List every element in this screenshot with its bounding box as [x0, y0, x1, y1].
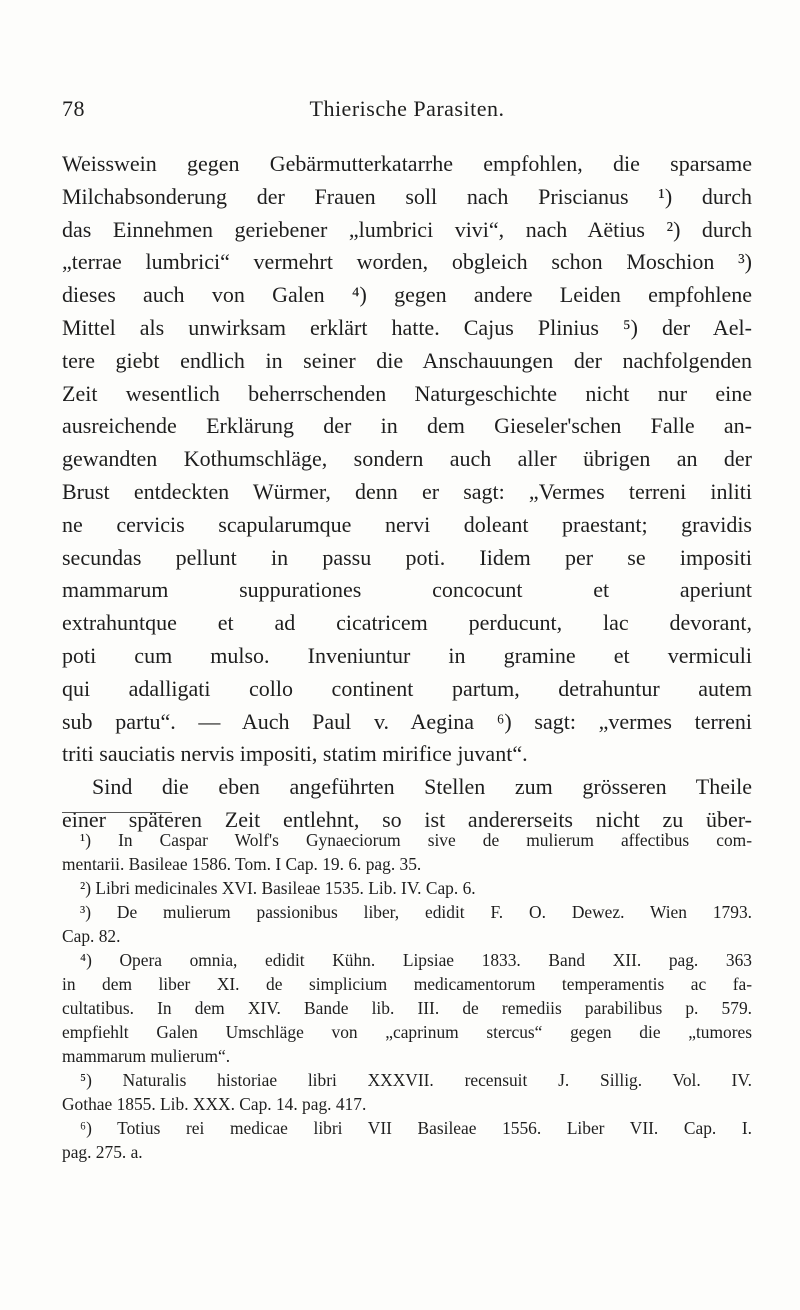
body-line: Weisswein gegen Gebärmutterkatarrhe empfohlen, die sparsame	[62, 151, 752, 176]
body-line: Mittel als unwirksam erklärt hatte. Cajus Plinius ⁵) der Ael-	[62, 314, 752, 340]
body-line: das Einnehmen geriebener „lumbrici vivi“, nach Aëtius ²) durch	[62, 216, 752, 242]
footnote-line: ²) Libri medicinales XVI. Basileae 1535. Lib. IV. Cap. 6.	[80, 878, 476, 898]
body-line: poti cum mulso. Inveniuntur in gramine et vermiculi	[62, 642, 752, 668]
body-text	[62, 148, 752, 837]
body-line: einer späteren Zeit entlehnt, so ist andererseits nicht zu über-	[62, 806, 752, 832]
page-number: 78	[62, 96, 85, 121]
body-line: dieses auch von Galen ⁴) gegen andere Leiden empfohlene	[62, 282, 752, 308]
body-line: qui adalligati collo continent partum, detrahuntur autem	[62, 675, 752, 701]
body-line: gewandten Kothumschläge, sondern auch aller übrigen an der	[62, 446, 752, 472]
body-line: „terrae lumbrici“ vermehrt worden, obgleich schon Moschion ³)	[62, 249, 752, 275]
footnote-line: cultatibus. In dem XIV. Bande lib. III. de remediis parabilibus p. 579.	[62, 998, 752, 1018]
footnote-line: pag. 275. a.	[62, 1142, 143, 1162]
footnote-line: mammarum mulierum“.	[62, 1046, 231, 1066]
body-line: Milchabsonderung der Frauen soll nach Priscianus ¹) durch	[62, 183, 752, 209]
footnote-line: in dem liber XI. de simplicium medicamentorum temperamentis ac fa-	[62, 974, 752, 994]
footnote-line: mentarii. Basileae 1586. Tom. I Cap. 19. 6. pag. 35.	[62, 854, 422, 874]
body-line: secundas pellunt in passu poti. Iidem per se impositi	[62, 544, 752, 570]
footnote-line: Gothae 1855. Lib. XXX. Cap. 14. pag. 417.	[62, 1094, 367, 1114]
footnotes	[62, 828, 752, 1164]
footnote-line: empfiehlt Galen Umschläge von „caprinum stercus“ gegen die „tumores	[62, 1022, 752, 1042]
footnote-divider	[62, 812, 172, 813]
body-line: ausreichende Erklärung der in dem Gieseler'schen Falle an-	[62, 413, 752, 439]
footnote-line: ⁵) Naturalis historiae libri XXXVII. recensuit J. Sillig. Vol. IV.	[80, 1070, 752, 1090]
body-line: sub partu“. — Auch Paul v. Aegina ⁶) sagt: „vermes terreni	[62, 708, 752, 734]
body-line: Brust entdeckten Würmer, denn er sagt: „Vermes terreni inliti	[62, 478, 752, 504]
body-line: ne cervicis scapularumque nervi doleant praestant; gravidis	[62, 511, 752, 537]
body-line: triti sauciatis nervis impositi, statim mirifice juvant“.	[62, 741, 528, 767]
body-line: Sind die eben angeführten Stellen zum grösseren Theile	[92, 774, 752, 800]
running-head: Thierische Parasiten.	[309, 96, 505, 121]
body-line: extrahuntque et ad cicatricem perducunt, lac devorant,	[62, 610, 752, 636]
footnote-line: Cap. 82.	[62, 926, 121, 946]
footnote-line: ⁴) Opera omnia, edidit Kühn. Lipsiae 1833. Band XII. pag. 363	[80, 950, 752, 970]
body-line: Zeit wesentlich beherrschenden Naturgeschichte nicht nur eine	[62, 380, 752, 406]
footnote-line: ³) De mulierum passionibus liber, edidit F. O. Dewez. Wien 1793.	[80, 902, 752, 922]
body-line: tere giebt endlich in seiner die Anschauungen der nachfolgenden	[62, 347, 752, 373]
footnote-line: ⁶) Totius rei medicae libri VII Basileae 1556. Liber VII. Cap. I.	[80, 1118, 752, 1138]
body-line: mammarum suppurationes concocunt et aperiunt	[62, 577, 752, 603]
page-header	[62, 96, 752, 130]
footnote-line: ¹) In Caspar Wolf's Gynaeciorum sive de mulierum affectibus com-	[80, 830, 752, 850]
